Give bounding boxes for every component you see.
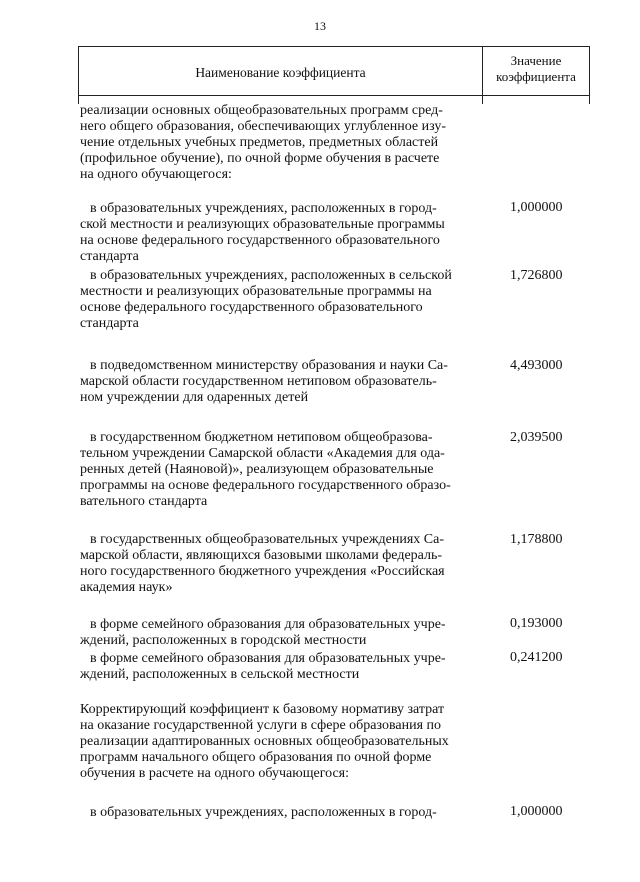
- text-line: на одного обучающегося:: [80, 167, 232, 182]
- text-line: программ начального общего образования по очной форме: [80, 750, 432, 765]
- header-value-line1: Значение: [510, 53, 562, 68]
- text-line: реализации адаптированных основных общеобразовательных: [80, 734, 449, 749]
- text-line: обучения в расчете на одного обучающегося:: [80, 766, 350, 781]
- header-value-line2: коэффициента: [496, 69, 576, 84]
- table-column-divider: [482, 96, 483, 104]
- coefficient-value: 0,241200: [510, 650, 563, 665]
- text-line: в образовательных учреждениях, расположенных в город-: [90, 201, 437, 216]
- table-left-border: [78, 96, 79, 104]
- text-line: стандарта: [80, 316, 139, 331]
- text-line: Корректирующий коэффициент к базовому нормативу затрат: [80, 702, 445, 717]
- text-line: в форме семейного образования для образовательных учре-: [90, 651, 446, 666]
- text-line: (профильное обучение), по очной форме обучения в расчете: [80, 151, 440, 166]
- text-line: ждений, расположенных в городской местности: [80, 633, 367, 648]
- text-line: на оказание государственной услуги в сфере образования по: [80, 718, 441, 733]
- coefficient-value: 1,726800: [510, 268, 563, 283]
- text-line: ждений, расположенных в сельской местности: [80, 667, 360, 682]
- text-line: стандарта: [80, 249, 139, 264]
- text-line: него общего образования, обеспечивающих углубленное изу-: [80, 119, 447, 134]
- text-line: в государственных общеобразовательных учреждениях Са-: [90, 532, 444, 547]
- coefficient-item: [80, 430, 480, 510]
- intro-paragraph: [80, 103, 480, 183]
- coefficient-value: 0,193000: [510, 616, 563, 631]
- coefficient-item: [80, 201, 480, 265]
- text-line: местности и реализующих образовательные программы на: [80, 284, 432, 299]
- text-line: марской области государственном нетиповом образователь-: [80, 374, 437, 389]
- text-line: тельном учреждении Самарской области «Академия для ода-: [80, 446, 445, 461]
- coefficient-item: [80, 651, 480, 683]
- text-line: ном учреждении для одаренных детей: [80, 390, 309, 405]
- text-line: ской местности и реализующих образовательные программы: [80, 217, 445, 232]
- text-line: марской области, являющихся базовыми школами федераль-: [80, 548, 443, 563]
- text-line: в государственном бюджетном нетиповом общеобразова-: [90, 430, 433, 445]
- text-line: вательного стандарта: [80, 494, 208, 509]
- coefficient-item: [80, 617, 480, 649]
- text-line: реализации основных общеобразовательных программ сред-: [80, 103, 443, 118]
- correction-paragraph: [80, 702, 480, 782]
- text-line: на основе федерального государственного образовательного: [80, 233, 440, 248]
- header-value-column: [483, 47, 589, 95]
- text-line: чение отдельных учебных предметов, предметных областей: [80, 135, 439, 150]
- coefficient-item: [80, 358, 480, 406]
- text-line: в подведомственном министерству образования и науки Са-: [90, 358, 448, 373]
- table-right-border: [589, 96, 590, 104]
- table-header: [78, 46, 590, 96]
- coefficient-item: [80, 805, 480, 821]
- text-line: академия наук»: [80, 580, 173, 595]
- text-line: ренных детей (Наяновой)», реализующем образовательные: [80, 462, 434, 477]
- coefficient-value: 1,000000: [510, 804, 563, 819]
- coefficient-value: 1,178800: [510, 532, 563, 547]
- text-line: основе федерального государственного образовательного: [80, 300, 423, 315]
- text-line: в образовательных учреждениях, расположенных в сельской: [90, 268, 452, 283]
- text-line: ного государственного бюджетного учреждения «Российская: [80, 564, 445, 579]
- page-number: 13: [314, 19, 326, 33]
- coefficient-value: 2,039500: [510, 430, 563, 445]
- coefficient-item: [80, 532, 480, 596]
- text-line: программы на основе федерального государственного образо-: [80, 478, 451, 493]
- coefficient-item: [80, 268, 480, 332]
- header-name-column: Наименование коэффициента: [79, 47, 483, 95]
- coefficient-value: 4,493000: [510, 358, 563, 373]
- text-line: в форме семейного образования для образовательных учре-: [90, 617, 446, 632]
- coefficient-value: 1,000000: [510, 200, 563, 215]
- text-line: в образовательных учреждениях, расположенных в город-: [90, 805, 437, 820]
